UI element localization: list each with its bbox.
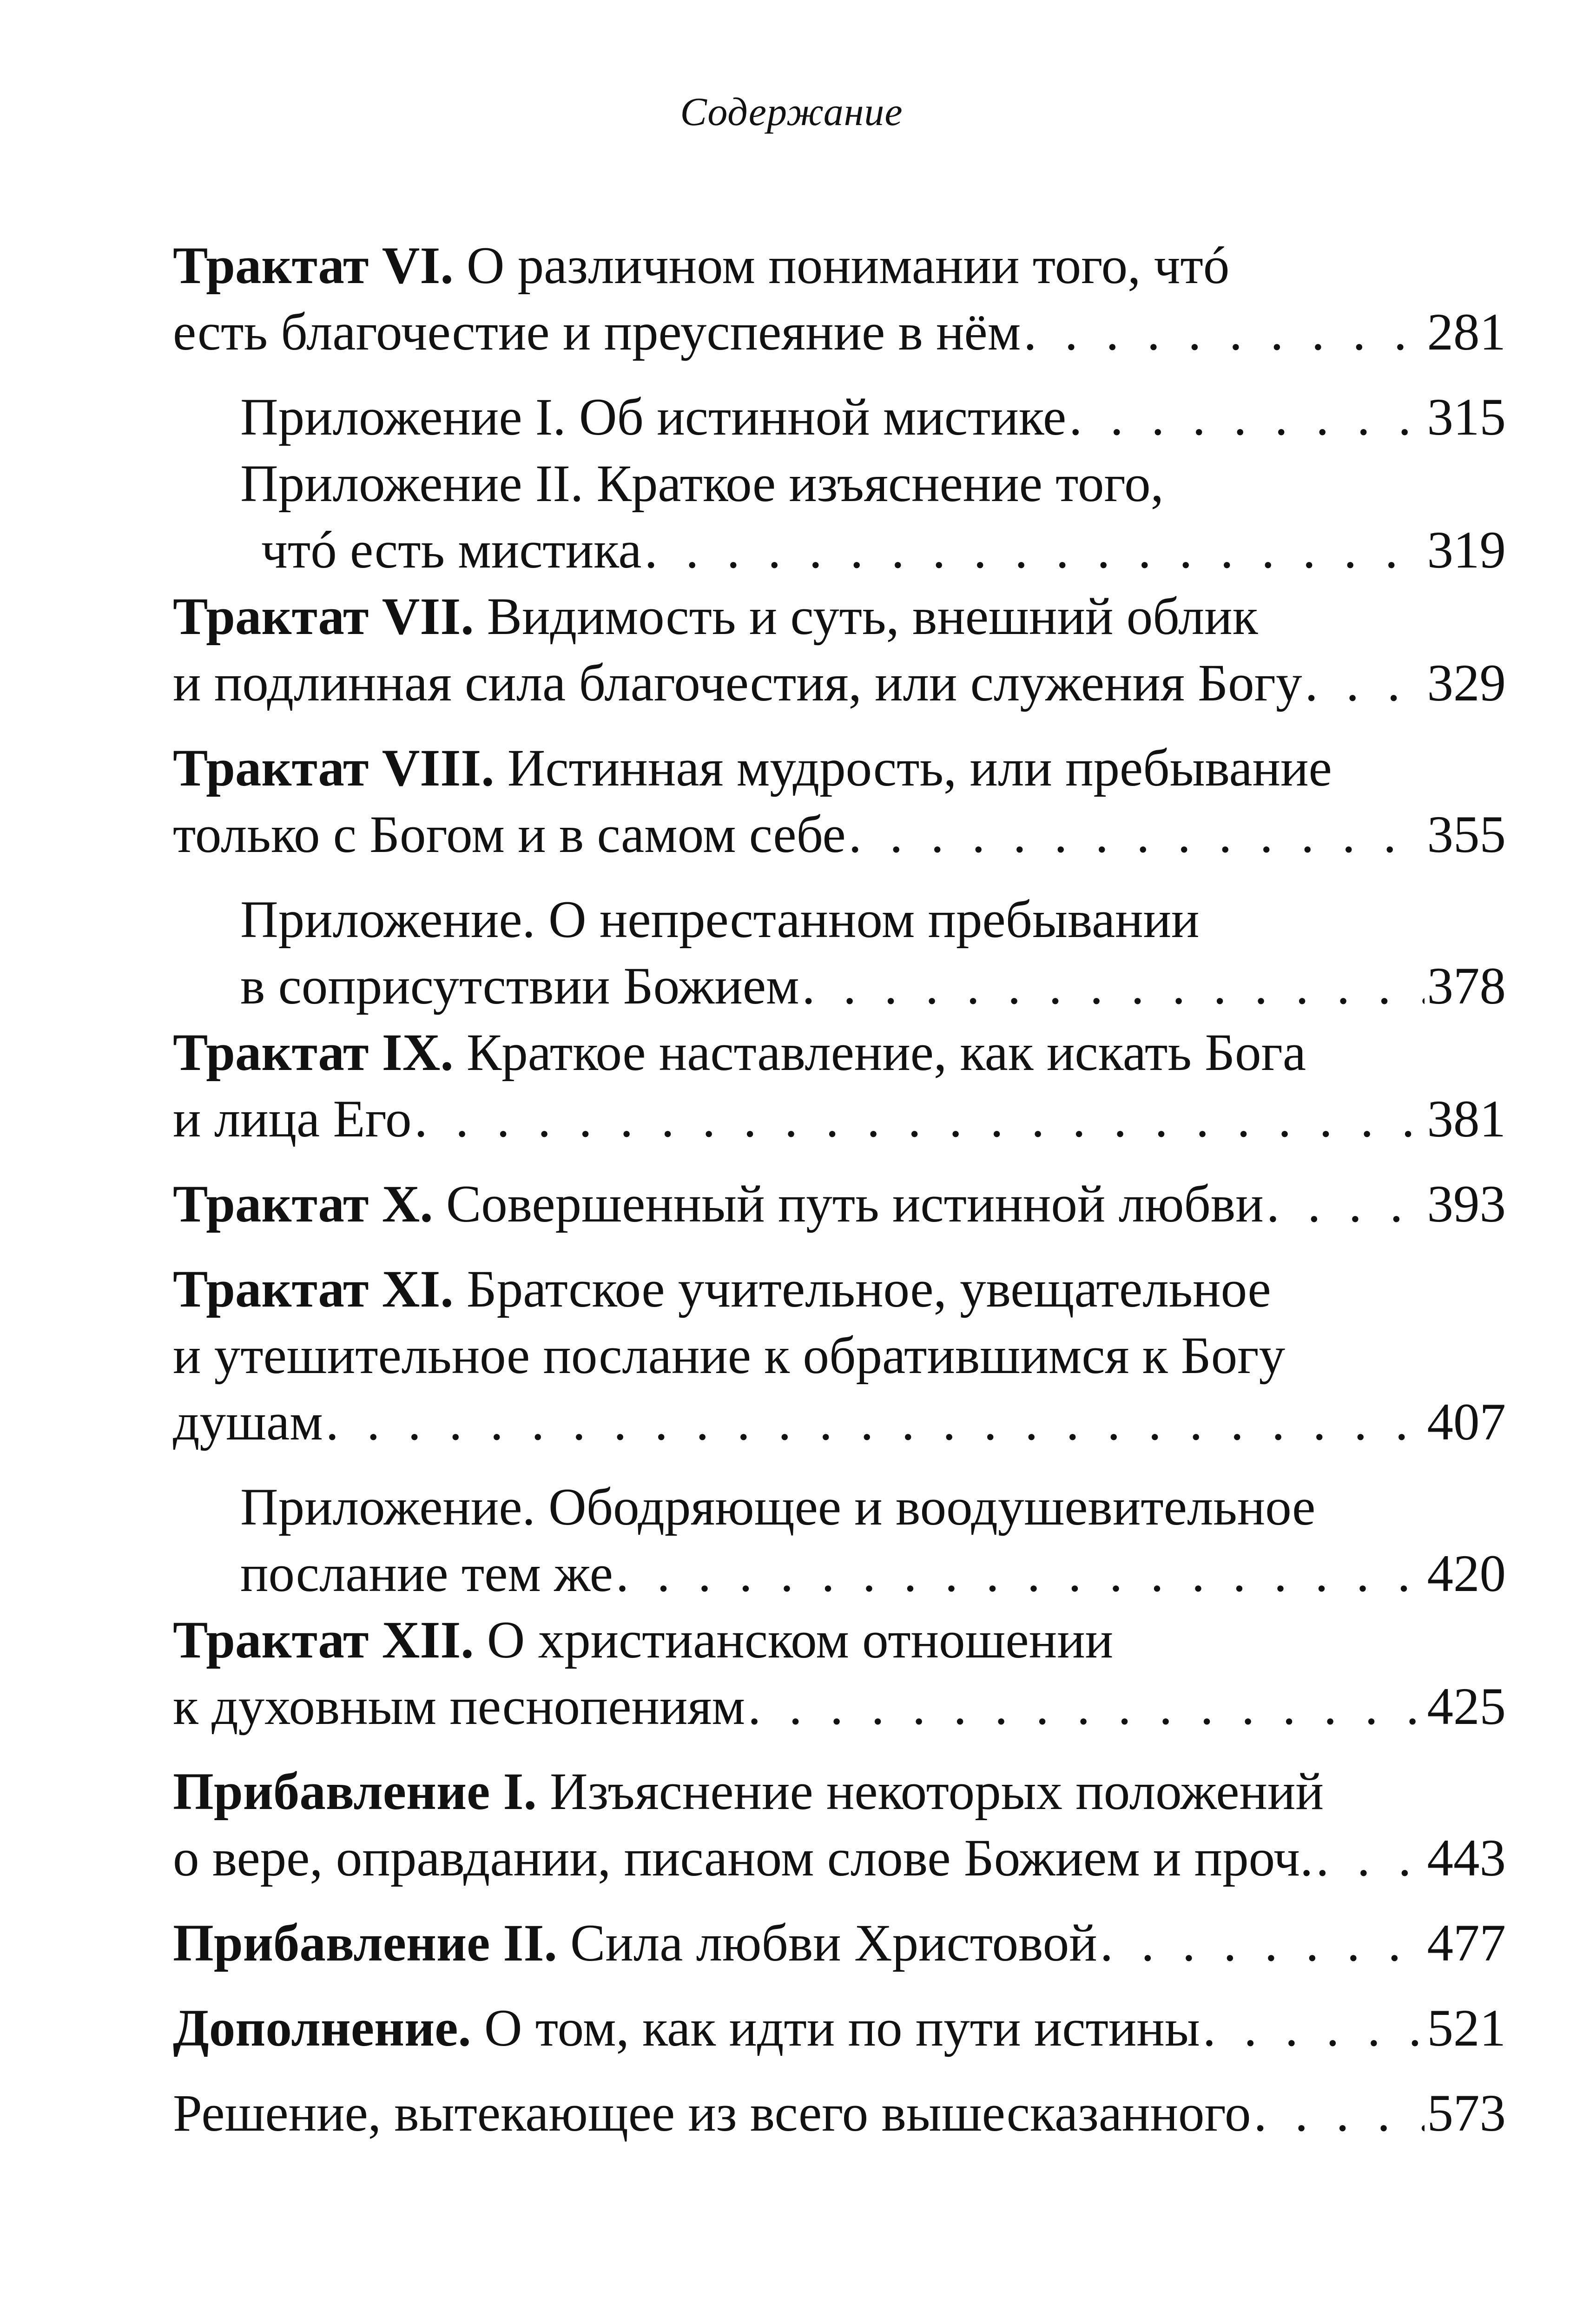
toc-entry-label: Трактат IX. — [173, 1023, 454, 1082]
toc-entry-title: послание тем же — [240, 1545, 613, 1603]
toc-entry-title: Приложение II. Краткое изъяснение того, — [240, 455, 1164, 513]
toc-entry-title: в соприсутствии Божием — [240, 957, 799, 1015]
toc-entry-label: Трактат XII. — [173, 1611, 474, 1669]
dot-leader — [616, 1540, 1425, 1607]
toc-entry[interactable] — [173, 232, 1506, 365]
toc-entry-last-line — [173, 801, 1506, 868]
toc-entry[interactable] — [173, 1171, 1506, 1237]
toc-entry-title: и утешительное послание к обратившимся к Богу — [173, 1327, 1286, 1385]
toc-entry-title: о вере, оправдании, писаном слове Божием и проч. — [173, 1829, 1313, 1887]
toc-entry-title: Приложение I. Об истинной мистике — [240, 388, 1067, 446]
toc-subentry[interactable] — [240, 384, 1506, 450]
dot-leader — [1203, 1995, 1425, 2061]
toc-entry-title: Изъяснение некоторых положений — [536, 1763, 1324, 1821]
dot-leader — [1266, 1171, 1425, 1237]
toc-entry-last-line — [173, 299, 1506, 365]
toc-entry-last-line — [240, 1540, 1506, 1607]
toc-entry-page: 573 — [1427, 2084, 1506, 2142]
dot-leader — [645, 517, 1425, 583]
toc-entry-title: Краткое наставление, как искать Бога — [453, 1023, 1306, 1082]
toc-entry-page: 319 — [1427, 521, 1506, 579]
toc-entry[interactable] — [173, 583, 1506, 716]
toc-entry-title: О различном понимании того, чтó — [453, 237, 1230, 295]
toc-entry-label: Трактат XI. — [173, 1260, 454, 1318]
dot-leader — [415, 1086, 1425, 1152]
toc-entry-page: 420 — [1427, 1545, 1506, 1603]
toc-entry-title: О христианском отношении — [474, 1611, 1114, 1669]
toc-entry[interactable] — [173, 1910, 1506, 1976]
toc-entry-first-line — [173, 232, 1506, 299]
table-of-contents — [173, 232, 1506, 2146]
toc-entry[interactable] — [173, 1758, 1506, 1891]
toc-entry[interactable] — [173, 1607, 1506, 1740]
toc-entry-first-line — [173, 1607, 1506, 1673]
toc-entry-title: Видимость и суть, внешний облик — [474, 588, 1258, 646]
toc-entry-last-line — [173, 1673, 1506, 1740]
toc-entry-label: Трактат VI. — [173, 237, 454, 295]
toc-entry-page: 443 — [1427, 1829, 1506, 1887]
toc-entry-title: Приложение. Ободряющее и воодушевительное — [240, 1478, 1316, 1536]
toc-entry-title: Совершенный путь истинной любви — [433, 1175, 1264, 1233]
toc-entry-page: 355 — [1427, 805, 1506, 864]
toc-entry-first-line — [173, 1910, 1097, 1976]
toc-entry-title: душам — [173, 1393, 323, 1451]
toc-entry-last-line — [173, 650, 1506, 716]
toc-entry-label: Трактат VII. — [173, 588, 474, 646]
toc-entry-last-line — [240, 384, 1506, 450]
toc-subentry[interactable] — [240, 450, 1506, 583]
toc-entry-page: 281 — [1427, 303, 1506, 361]
toc-entry-label: Прибавление I. — [173, 1763, 537, 1821]
toc-entry-last-line — [173, 1825, 1506, 1891]
toc-entry-title: Приложение. О непрестанном пребывании — [240, 891, 1200, 949]
toc-entry-last-line — [173, 1171, 1506, 1237]
dot-leader — [849, 801, 1425, 868]
toc-entry-page: 378 — [1427, 957, 1506, 1015]
toc-entry-first-line — [173, 735, 1506, 801]
toc-entry-last-line — [173, 1389, 1506, 1455]
toc-entry-label: Прибавление II. — [173, 1914, 557, 1972]
toc-entry-title: Истинная мудрость, или пребывание — [494, 739, 1332, 797]
toc-entry-last-line — [173, 1086, 1506, 1152]
toc-entry-title: и лица Его — [173, 1090, 412, 1148]
toc-entry-page: 393 — [1427, 1175, 1506, 1233]
running-head: Содержание — [680, 89, 903, 134]
dot-leader — [1023, 299, 1424, 365]
toc-entry[interactable] — [173, 2080, 1506, 2146]
toc-entry[interactable] — [173, 1256, 1506, 1455]
toc-entry-title: О том, как идти по пути истины — [471, 1999, 1200, 2057]
toc-entry-label: Трактат VIII. — [173, 739, 495, 797]
toc-entry-last-line — [173, 1995, 1506, 2061]
toc-entry-title: только с Богом и в самом себе — [173, 805, 846, 864]
toc-entry[interactable] — [173, 1995, 1506, 2061]
toc-entry[interactable] — [173, 735, 1506, 868]
toc-entry-page: 477 — [1427, 1914, 1506, 1972]
toc-entry-first-line — [173, 1995, 1200, 2061]
toc-entry-last-line — [240, 517, 1506, 583]
toc-entry-first-line — [173, 1171, 1264, 1237]
dot-leader — [748, 1673, 1425, 1740]
toc-subentry[interactable] — [240, 886, 1506, 1019]
dot-leader — [1253, 2080, 1424, 2146]
toc-entry-page: 407 — [1427, 1393, 1506, 1451]
toc-entry[interactable] — [173, 1019, 1506, 1152]
dot-leader — [326, 1389, 1425, 1455]
toc-entry-last-line — [173, 2080, 1506, 2146]
toc-entry-title: чтó есть мистика — [261, 521, 642, 579]
toc-entry-title: Решение, вытекающее из всего вышесказанного — [173, 2084, 1251, 2142]
toc-subentry[interactable] — [240, 1474, 1506, 1607]
toc-entry-page: 329 — [1427, 654, 1506, 712]
toc-entry-page: 521 — [1427, 1999, 1506, 2057]
toc-entry-page: 381 — [1427, 1090, 1506, 1148]
dot-leader — [1100, 1910, 1425, 1976]
toc-entry-title: и подлинная сила благочестия, или служения Богу — [173, 654, 1302, 712]
toc-entry-title: к духовным песнопениям — [173, 1677, 745, 1736]
toc-entry-last-line — [173, 1910, 1506, 1976]
toc-entry-label: Дополнение. — [173, 1999, 471, 2057]
toc-entry-first-line — [173, 1758, 1506, 1825]
toc-entry-title: есть благочестие и преуспеяние в нём — [173, 303, 1021, 361]
toc-entry-page: 315 — [1427, 388, 1506, 446]
dot-leader — [1069, 384, 1424, 450]
toc-entry-title: Сила любви Христовой — [557, 1914, 1097, 1972]
toc-entry-title: Братское учительное, увещательное — [453, 1260, 1271, 1318]
toc-entry-first-line — [173, 583, 1506, 650]
toc-entry-first-line — [173, 1019, 1506, 1086]
toc-entry-last-line — [240, 953, 1506, 1019]
toc-entry-label: Трактат X. — [173, 1175, 433, 1233]
dot-leader — [802, 953, 1425, 1019]
toc-entry-page: 425 — [1427, 1677, 1506, 1736]
toc-entry-first-line — [173, 1256, 1506, 1322]
dot-leader — [1316, 1825, 1424, 1891]
dot-leader — [1305, 650, 1424, 716]
